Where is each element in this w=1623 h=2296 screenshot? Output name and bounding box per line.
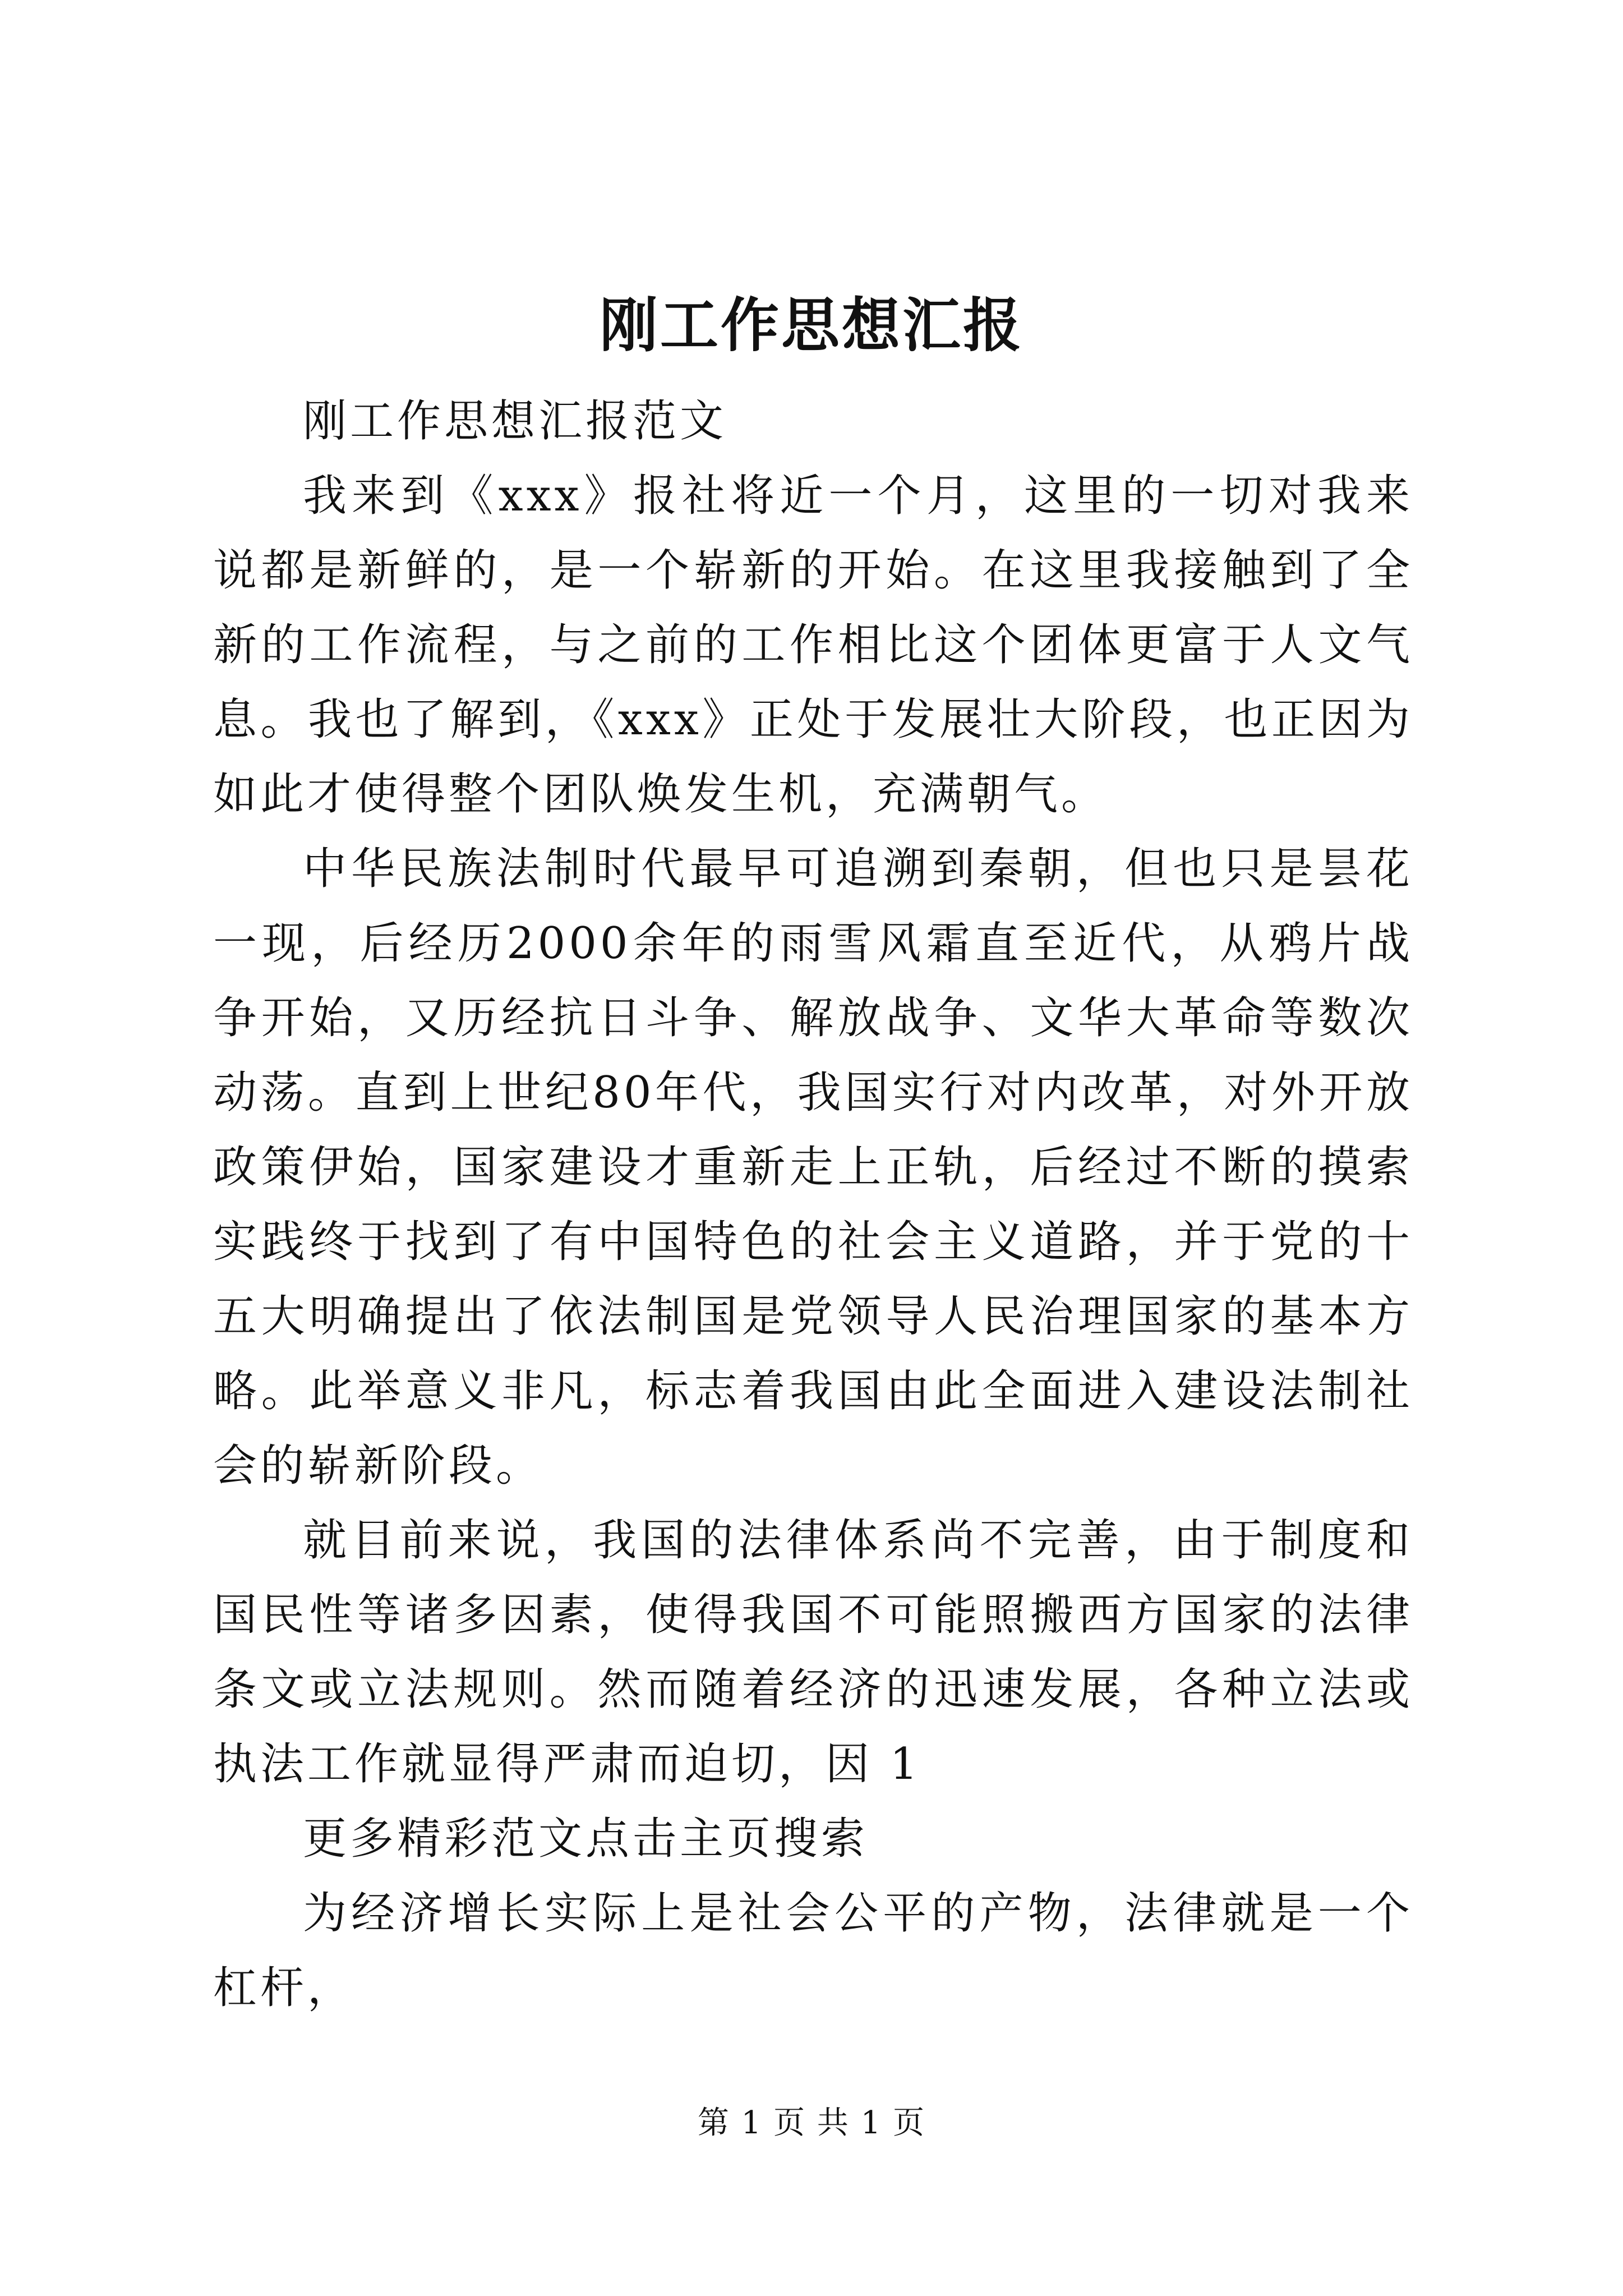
paragraph-promo: 更多精彩范文点击主页搜索	[303, 1814, 869, 1864]
paragraph: 中华民族法制时代最早可追溯到秦朝，但也只是昙花一现，后经历2000余年的雨雪风霜直至近代，从鸦片战争开始，又历经抗日斗争、解放战争、文华大革命等数次动荡。直到上世纪80年代，我国实行对内改革，对外开放政策伊始，国家建设才重新走上正轨，后经过不断的摸索实践终于找到了有中国特色的社会主义道路，并于党的十五大明确提出了依法制国是党领导人民治理国家的基本方略。此举意义非凡，标志着我国由此全面进入建设法制社会的崭新阶段。	[213, 844, 1413, 1491]
document-title: 刚工作思想汇报	[599, 291, 1023, 360]
paragraph-subtitle: 刚工作思想汇报范文	[303, 396, 727, 447]
paragraph: 我来到《xxx》报社将近一个月，这里的一切对我来说都是新鲜的，是一个崭新的开始。在这里我接触到了全新的工作流程，与之前的工作相比这个团体更富于人文气息。我也了解到，《xxx》正处于发展壮大阶段，也正因为如此才使得整个团队焕发生机，充满朝气。	[213, 471, 1413, 820]
paragraph: 就目前来说，我国的法律体系尚不完善，由于制度和国民性等诸多因素，使得我国不可能照搬西方国家的法律条文或立法规则。然而随着经济的迅速发展，各种立法或执法工作就显得严肃而迫切，因 1	[213, 1515, 1413, 1789]
document-body	[213, 384, 1413, 2026]
paragraph: 为经济增长实际上是社会公平的产物，法律就是一个杠杆，	[213, 1888, 1413, 2013]
page-footer: 第 1 页 共 1 页	[697, 2105, 926, 2141]
